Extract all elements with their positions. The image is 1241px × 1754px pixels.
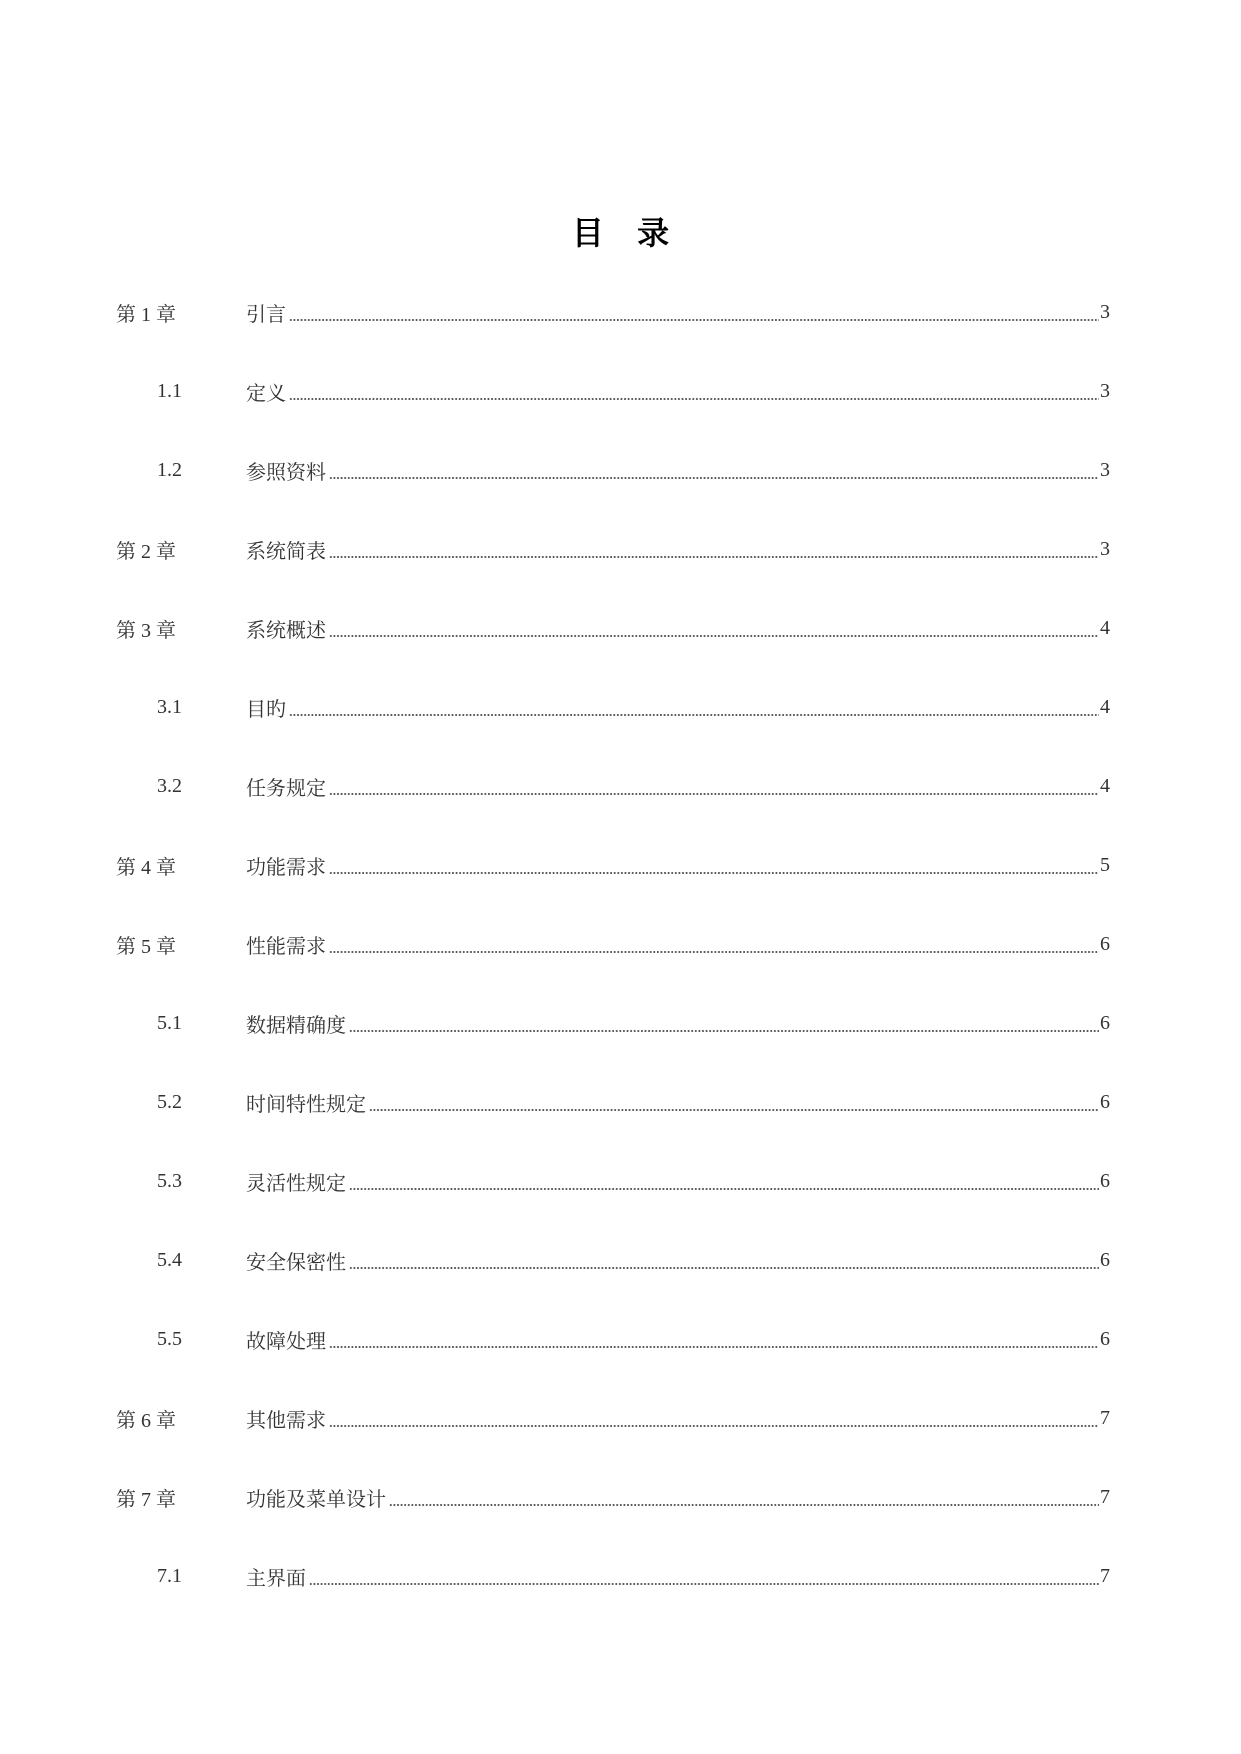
toc-entry-page-number: 4	[1100, 617, 1110, 639]
toc-entry-number: 5.3	[157, 1170, 182, 1192]
dot-leader	[349, 1266, 1099, 1270]
toc-entry-number: 5.5	[157, 1328, 182, 1350]
toc-entry-title: 主界面	[246, 1568, 306, 1590]
toc-entry-title: 时间特性规定	[246, 1094, 366, 1116]
toc-entry-section	[116, 1142, 1110, 1221]
dot-leader	[329, 871, 1099, 875]
dot-leader	[329, 1424, 1099, 1428]
dot-leader	[349, 1187, 1099, 1191]
toc-entry-page-number: 6	[1100, 1091, 1110, 1113]
toc-entry-page-number: 6	[1100, 1328, 1110, 1350]
toc-entry-page-number: 7	[1100, 1407, 1110, 1429]
toc-entry-chapter	[116, 510, 1110, 589]
dot-leader	[289, 318, 1099, 322]
dot-leader	[329, 792, 1099, 796]
toc-entry-title: 性能需求	[246, 936, 326, 958]
toc-entry-number: 第 5 章	[116, 936, 176, 958]
toc-entry-title: 系统概述	[246, 620, 326, 642]
toc-entry-title: 安全保密性	[246, 1252, 346, 1274]
toc-entry-section	[116, 984, 1110, 1063]
toc-entry-number: 第 6 章	[116, 1410, 176, 1432]
toc-entry-title: 任务规定	[246, 778, 326, 800]
dot-leader	[329, 634, 1099, 638]
toc-entry-number: 5.2	[157, 1091, 182, 1113]
toc-entry-title: 定义	[246, 383, 286, 405]
toc-entry-page-number: 3	[1100, 459, 1110, 481]
toc-entry-section	[116, 1537, 1110, 1616]
toc-entry-page-number: 3	[1100, 380, 1110, 402]
toc-entry-number: 1.2	[157, 459, 182, 481]
toc-entry-page-number: 4	[1100, 775, 1110, 797]
toc-entry-number: 第 7 章	[116, 1489, 176, 1511]
dot-leader	[309, 1582, 1099, 1586]
toc-entry-section	[116, 668, 1110, 747]
toc-heading: 目 录	[571, 214, 670, 252]
toc-entry-number: 3.1	[157, 696, 182, 718]
toc-entry-page-number: 4	[1100, 696, 1110, 718]
dot-leader	[329, 555, 1099, 559]
dot-leader	[329, 476, 1099, 480]
toc-entry-title: 系统简表	[246, 541, 326, 563]
toc-entry-number: 第 1 章	[116, 304, 176, 326]
dot-leader	[389, 1503, 1099, 1507]
toc-entry-number: 7.1	[157, 1565, 182, 1587]
toc-entry-page-number: 6	[1100, 933, 1110, 955]
toc-entry-number: 1.1	[157, 380, 182, 402]
toc-entry-page-number: 6	[1100, 1170, 1110, 1192]
toc-entry-number: 第 2 章	[116, 541, 176, 563]
toc-entry-page-number: 7	[1100, 1486, 1110, 1508]
toc-entry-chapter	[116, 589, 1110, 668]
toc-entry-title: 引言	[246, 304, 286, 326]
toc-entry-section	[116, 352, 1110, 431]
toc-entry-title: 其他需求	[246, 1410, 326, 1432]
toc-entry-page-number: 6	[1100, 1012, 1110, 1034]
toc-entry-chapter	[116, 273, 1110, 352]
toc-entry-number: 5.4	[157, 1249, 182, 1271]
toc-entry-title: 故障处理	[246, 1331, 326, 1353]
toc-entry-chapter	[116, 1458, 1110, 1537]
toc-entry-chapter	[116, 826, 1110, 905]
toc-entry-section	[116, 1300, 1110, 1379]
toc-entry-title: 功能需求	[246, 857, 326, 879]
toc-entry-page-number: 6	[1100, 1249, 1110, 1271]
dot-leader	[329, 950, 1099, 954]
toc-entry-page-number: 3	[1100, 301, 1110, 323]
table-of-contents	[116, 273, 1110, 1616]
dot-leader	[369, 1108, 1099, 1112]
toc-entry-title: 灵活性规定	[246, 1173, 346, 1195]
toc-entry-section	[116, 747, 1110, 826]
toc-entry-section	[116, 431, 1110, 510]
toc-entry-number: 第 3 章	[116, 620, 176, 642]
dot-leader	[289, 713, 1099, 717]
toc-entry-title: 参照资料	[246, 462, 326, 484]
toc-entry-title: 目旳	[246, 699, 286, 721]
toc-entry-chapter	[116, 1379, 1110, 1458]
dot-leader	[329, 1345, 1099, 1349]
dot-leader	[349, 1029, 1099, 1033]
toc-entry-page-number: 5	[1100, 854, 1110, 876]
toc-entry-number: 第 4 章	[116, 857, 176, 879]
toc-entry-page-number: 7	[1100, 1565, 1110, 1587]
toc-entry-page-number: 3	[1100, 538, 1110, 560]
toc-entry-chapter	[116, 905, 1110, 984]
toc-entry-number: 5.1	[157, 1012, 182, 1034]
toc-entry-section	[116, 1221, 1110, 1300]
dot-leader	[289, 397, 1099, 401]
toc-entry-title: 功能及菜单设计	[246, 1489, 386, 1511]
toc-entry-number: 3.2	[157, 775, 182, 797]
toc-entry-section	[116, 1063, 1110, 1142]
toc-entry-title: 数据精确度	[246, 1015, 346, 1037]
